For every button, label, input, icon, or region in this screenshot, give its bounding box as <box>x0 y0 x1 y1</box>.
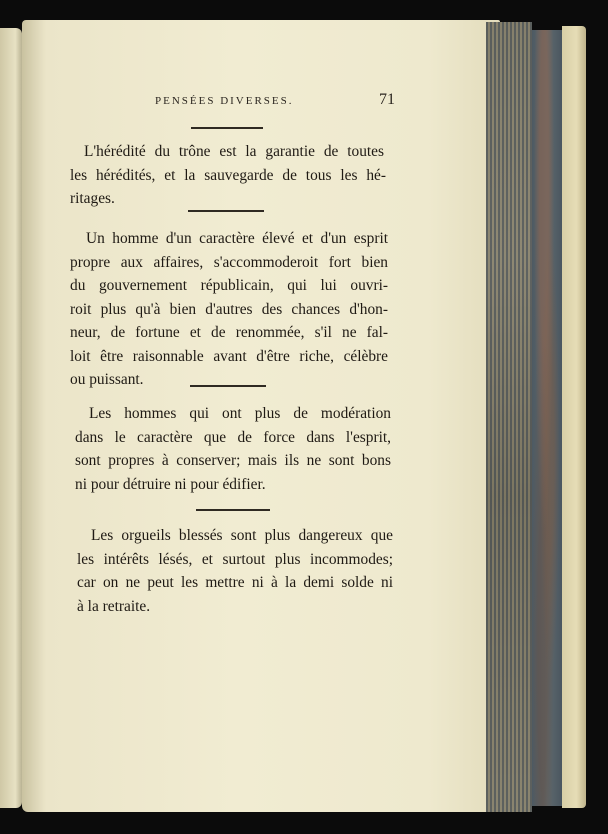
text-line: Les orgueils blessés sont plus dangereux que <box>91 527 393 544</box>
section-divider <box>188 210 264 212</box>
section-divider <box>196 509 270 511</box>
text-line: ou puissant. <box>70 371 144 388</box>
marbled-board <box>532 30 562 806</box>
paragraph-1 <box>70 140 386 211</box>
paragraph-2 <box>70 227 388 392</box>
text-line: du gouvernement républicain, qui lui ouvri- <box>70 277 388 294</box>
text-line: ni pour détruire ni pour édifier. <box>75 475 266 493</box>
text-line: loit être raisonnable avant d'être riche, célèbre <box>70 347 388 365</box>
section-divider <box>190 385 266 387</box>
text-line: roit plus qu'à bien d'autres des chances d'hon- <box>70 300 388 318</box>
text-line: L'hérédité du trône est la garantie de toutes <box>84 143 384 160</box>
facing-page-edge <box>0 28 22 808</box>
text-line: propre aux affaires, s'accommoderoit fort bien <box>70 253 388 271</box>
cover-edge <box>562 26 586 808</box>
text-line: neur, de fortune et de renommée, s'il ne fal- <box>70 324 388 341</box>
section-divider <box>191 127 263 129</box>
text-line: car on ne peut les mettre ni à la demi solde ni <box>77 574 393 591</box>
page-number: 71 <box>379 91 395 108</box>
text-line: ritages. <box>70 190 115 207</box>
paragraph-3 <box>75 402 391 496</box>
text-line: les intérêts lésés, et surtout plus incommodes; <box>77 550 393 568</box>
text-line: Un homme d'un caractère élevé et d'un esprit <box>86 230 388 247</box>
running-header <box>155 91 395 111</box>
text-line: Les hommes qui ont plus de modération <box>89 405 391 422</box>
page-block-edge <box>486 22 532 812</box>
text-line: à la retraite. <box>77 597 151 615</box>
text-line: dans le caractère que de force dans l'esprit, <box>75 428 391 446</box>
text-line: sont propres à conserver; mais ils ne sont bons <box>75 452 391 469</box>
running-title: PENSÉES DIVERSES. <box>155 95 294 107</box>
paragraph-4 <box>77 524 393 618</box>
text-line: les hérédités, et la sauvegarde de tous les hé- <box>70 166 386 184</box>
